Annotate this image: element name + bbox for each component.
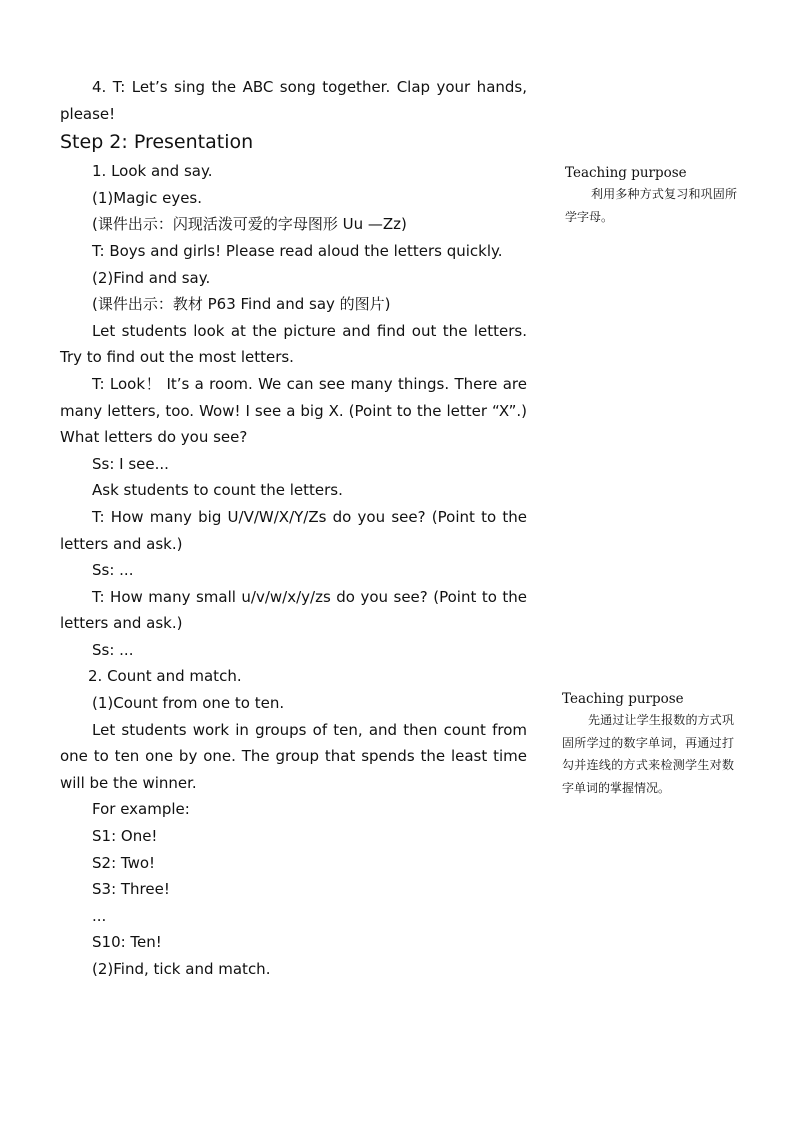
courseware-note: (课件出示：教材 P63 Find and say 的图片) [92, 295, 391, 314]
courseware-note: (课件出示：闪现活泼可爱的字母图形 Uu —Zz) [92, 215, 407, 234]
example-line: S10: Ten! [92, 933, 162, 952]
teacher-line: T: How many big U/V/W/X/Y/Zs do you see? (Point to the letters and ask.) [60, 507, 527, 553]
instruction-paragraph: Let students look at the picture and find out the letters. Try to find out the most letters. [60, 321, 527, 367]
activity-title: (1)Count from one to ten. [92, 694, 285, 713]
activity-title: (1)Magic eyes. [92, 188, 203, 207]
teaching-purpose-body: 先通过让学生报数的方式巩固所学过的数字单词，再通过打勾并连线的方式来检测学生对数字单词的掌握情况。 [562, 713, 734, 795]
students-line: Ss: ... [92, 640, 134, 659]
example-ellipsis: ... [92, 906, 107, 925]
teaching-purpose-title: Teaching purpose [562, 691, 684, 707]
step-heading: Step 2: Presentation [60, 131, 254, 154]
students-line: Ss: ... [92, 561, 134, 580]
activity-title: (2)Find and say. [92, 268, 211, 287]
teaching-purpose-note-1 [565, 163, 737, 228]
activity-title: (2)Find, tick and match. [92, 960, 271, 978]
example-line: S3: Three! [92, 880, 170, 899]
teaching-purpose-note-2 [562, 689, 734, 799]
example-line: S1: One! [92, 827, 158, 846]
section-heading: 2. Count and match. [88, 667, 242, 686]
teacher-line: T: Boys and girls! Please read aloud the letters quickly. [92, 241, 503, 260]
teacher-line: T: How many small u/v/w/x/y/zs do you see? (Point to the letters and ask.) [60, 587, 527, 633]
example-line: S2: Two! [92, 853, 156, 872]
students-line: Ss: I see... [92, 454, 169, 473]
lesson-plan-main-column [60, 74, 527, 983]
teaching-purpose-title: Teaching purpose [565, 165, 687, 181]
example-label: For example: [92, 800, 190, 819]
teacher-line: T: Look！ It’s a room. We can see many things. There are many letters, too. Wow! I see a big X. (Point to the letter “X”.) What letters do you see? [60, 374, 527, 447]
section-heading: 1. Look and say. [92, 162, 213, 181]
intro-line: 4. T: Let’s sing the ABC song together. Clap your hands, please! [60, 78, 527, 123]
instruction-paragraph: Let students work in groups of ten, and then count from one to ten one by one. The group that spends the least time will be the winner. [60, 720, 527, 792]
instruction-paragraph: Ask students to count the letters. [92, 481, 343, 500]
teaching-purpose-body: 利用多种方式复习和巩固所学字母。 [565, 187, 737, 224]
